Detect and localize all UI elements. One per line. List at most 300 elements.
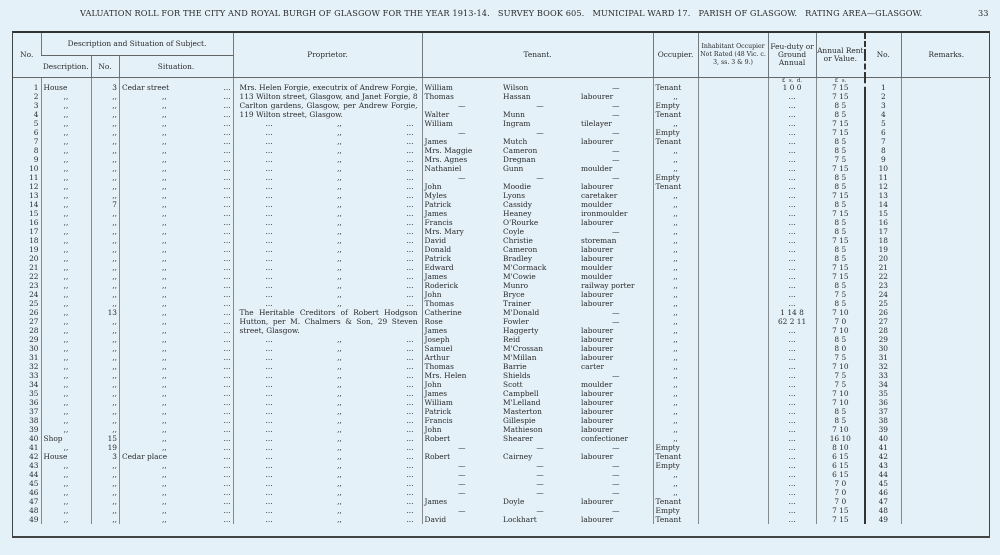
- situation-text: ,,: [162, 253, 167, 263]
- remarks: [901, 389, 991, 398]
- ditto-mark: ...: [265, 397, 273, 407]
- proprietor-ditto: [233, 299, 422, 308]
- tenant-surname: Masterton: [503, 406, 542, 416]
- proprietor-ditto: [233, 209, 422, 218]
- table-row: [13, 119, 991, 128]
- ditto-mark: ,,: [337, 406, 342, 416]
- feu-duty: ...: [768, 236, 816, 245]
- tenant-surname: Lockhart: [503, 514, 537, 524]
- tenant-occupation: labourer: [581, 91, 614, 101]
- leader-dots: ...: [223, 91, 231, 101]
- leader-dots: ...: [223, 397, 231, 407]
- leader-dots: ...: [223, 469, 231, 479]
- tenant-first-name: James: [422, 389, 501, 398]
- situation-text: ,,: [162, 163, 167, 173]
- tenant-first-name: Nathaniel: [422, 164, 501, 173]
- tenant-occupation: —: [612, 109, 620, 119]
- street-number: ,,: [91, 326, 119, 335]
- leader-dots: ...: [223, 172, 231, 182]
- annual-rent: 7 0: [816, 479, 865, 488]
- occupier: ,,: [653, 371, 698, 380]
- street-number: ,,: [91, 335, 119, 344]
- ditto-mark: ,,: [337, 289, 342, 299]
- proprietor-ditto: [233, 254, 422, 263]
- ditto-mark: ...: [265, 199, 273, 209]
- occupier: ,,: [653, 281, 698, 290]
- situation-text: ,,: [162, 469, 167, 479]
- ditto-mark: ,,: [337, 370, 342, 380]
- inhabitant-occupier: [698, 173, 768, 182]
- leader-dots: ...: [223, 136, 231, 146]
- tenant-first-name: Patrick: [422, 407, 501, 416]
- ditto-mark: ...: [265, 451, 273, 461]
- row-number-right: 27: [865, 317, 901, 326]
- inhabitant-occupier: [698, 137, 768, 146]
- street-number: ,,: [91, 290, 119, 299]
- ditto-mark: ...: [406, 298, 414, 308]
- table-row: [13, 227, 991, 236]
- remarks: [901, 209, 991, 218]
- ditto-mark: ...: [265, 505, 273, 515]
- situation: [119, 308, 233, 317]
- feu-duty: ...: [768, 335, 816, 344]
- tenant-first-name: James: [422, 326, 501, 335]
- annual-rent: 7 10: [816, 362, 865, 371]
- ditto-mark: ...: [406, 136, 414, 146]
- tenant-first-name: Myles: [422, 191, 501, 200]
- situation-text: ,,: [162, 442, 167, 452]
- inhabitant-occupier: [698, 218, 768, 227]
- row-number-right: 29: [865, 335, 901, 344]
- tenant-occupation: —: [612, 442, 620, 452]
- occupier: ,,: [653, 416, 698, 425]
- annual-rent: 8 5: [816, 227, 865, 236]
- table-row: [13, 299, 991, 308]
- tenant-first-name: Thomas: [422, 362, 501, 371]
- description: ,,: [41, 317, 91, 326]
- occupier: ,,: [653, 263, 698, 272]
- ditto-mark: ,,: [337, 190, 342, 200]
- annual-rent: 8 5: [816, 200, 865, 209]
- street-number: ,,: [91, 110, 119, 119]
- ditto-mark: ...: [265, 424, 273, 434]
- occupier: ,,: [653, 254, 698, 263]
- situation: [119, 326, 233, 335]
- occupier: ,,: [653, 488, 698, 497]
- occupier: ,,: [653, 389, 698, 398]
- situation-text: ,,: [162, 109, 167, 119]
- tenant-occupation: moulder: [581, 379, 613, 389]
- tenant-first-name: John: [422, 182, 501, 191]
- tenant-first-name: —: [422, 506, 501, 515]
- tenant-surname: —: [536, 460, 544, 470]
- occupier: ,,: [653, 479, 698, 488]
- ditto-mark: ...: [265, 487, 273, 497]
- ditto-mark: ...: [265, 253, 273, 263]
- ditto-mark: ...: [265, 226, 273, 236]
- leader-dots: ...: [223, 244, 231, 254]
- inhabitant-occupier: [698, 155, 768, 164]
- ditto-mark: ...: [406, 154, 414, 164]
- tenant-occupation: moulder: [581, 271, 613, 281]
- remarks: [901, 272, 991, 281]
- ditto-mark: ,,: [337, 226, 342, 236]
- ditto-mark: ,,: [337, 172, 342, 182]
- occupier: Empty: [653, 101, 698, 110]
- table-row: [13, 263, 991, 272]
- proprietor-ditto: [233, 218, 422, 227]
- ditto-mark: ...: [406, 478, 414, 488]
- tenant-surname: M'Crossan: [503, 343, 544, 353]
- situation: [119, 335, 233, 344]
- situation: [119, 299, 233, 308]
- remarks: [901, 236, 991, 245]
- situation-text: ,,: [162, 379, 167, 389]
- street-number: ,,: [91, 461, 119, 470]
- leader-dots: ...: [223, 253, 231, 263]
- ditto-mark: ,,: [337, 217, 342, 227]
- situation-text: ,,: [162, 460, 167, 470]
- table-row: [13, 92, 991, 101]
- tenant-occupation: labourer: [581, 334, 614, 344]
- valuation-table-frame: [12, 31, 990, 538]
- row-number: 1: [33, 82, 39, 92]
- leader-dots: ...: [223, 298, 231, 308]
- street-number: ,,: [91, 344, 119, 353]
- situation-text: ,,: [162, 118, 167, 128]
- situation-text: ,,: [162, 496, 167, 506]
- feu-duty: ...: [768, 389, 816, 398]
- situation-text: ,,: [162, 406, 167, 416]
- ditto-mark: ,,: [337, 334, 342, 344]
- annual-rent: 6 15: [816, 461, 865, 470]
- annual-rent: 8 5: [816, 137, 865, 146]
- remarks: [901, 497, 991, 506]
- ditto-mark: ...: [406, 289, 414, 299]
- description: ,,: [41, 389, 91, 398]
- ditto-mark: ,,: [337, 127, 342, 137]
- ditto-mark: ...: [406, 496, 414, 506]
- tenant-occupation: railway porter: [581, 280, 635, 290]
- inhabitant-occupier: [698, 209, 768, 218]
- tenant-first-name: John: [422, 425, 501, 434]
- inhabitant-occupier: [698, 128, 768, 137]
- description: House: [41, 452, 91, 461]
- row-number-right: 13: [865, 191, 901, 200]
- table-row: [13, 461, 991, 470]
- inhabitant-occupier: [698, 506, 768, 515]
- ditto-mark: ...: [265, 163, 273, 173]
- tenant-first-name: James: [422, 137, 501, 146]
- remarks: [901, 164, 991, 173]
- proprietor-ditto: [233, 227, 422, 236]
- inhabitant-occupier: [698, 443, 768, 452]
- tenant-surname: Cameron: [503, 145, 538, 155]
- table-row: [13, 164, 991, 173]
- table-row: [13, 407, 991, 416]
- row-number-right: 25: [865, 299, 901, 308]
- description: ,,: [41, 488, 91, 497]
- ditto-mark: ...: [265, 388, 273, 398]
- row-number-right: 1: [865, 77, 901, 92]
- table-row: [13, 416, 991, 425]
- annual-rent: 6 15: [816, 470, 865, 479]
- situation-text: ,,: [162, 352, 167, 362]
- ditto-mark: ...: [265, 235, 273, 245]
- description: ,,: [41, 173, 91, 182]
- leader-dots: ...: [223, 478, 231, 488]
- ditto-mark: ,,: [337, 271, 342, 281]
- inhabitant-occupier: [698, 344, 768, 353]
- ditto-mark: ...: [406, 343, 414, 353]
- proprietor-ditto: [233, 398, 422, 407]
- description: ,,: [41, 281, 91, 290]
- tenant-surname: Heaney: [503, 208, 532, 218]
- occupier: ,,: [653, 200, 698, 209]
- annual-rent: 7 15: [816, 209, 865, 218]
- street-number: ,,: [91, 425, 119, 434]
- inhabitant-occupier: [698, 362, 768, 371]
- occupier: ,,: [653, 164, 698, 173]
- description: ,,: [41, 164, 91, 173]
- ditto-mark: ...: [265, 478, 273, 488]
- tenant-occupation: caretaker: [581, 190, 618, 200]
- feu-duty: ...: [768, 227, 816, 236]
- tenant-occupation: labourer: [581, 181, 614, 191]
- situation-text: ,,: [162, 145, 167, 155]
- tenant-first-name: Mrs. Helen: [422, 371, 501, 380]
- table-row: [13, 182, 991, 191]
- street-number: ,,: [91, 389, 119, 398]
- inhabitant-occupier: [698, 326, 768, 335]
- inhabitant-occupier: [698, 317, 768, 326]
- occupier: ,,: [653, 290, 698, 299]
- tenant-first-name: Roderick: [422, 281, 501, 290]
- table-row: [13, 425, 991, 434]
- occupier: ,,: [653, 425, 698, 434]
- occupier: ,,: [653, 470, 698, 479]
- feu-duty: ...: [768, 272, 816, 281]
- description: ,,: [41, 101, 91, 110]
- inhabitant-occupier: [698, 398, 768, 407]
- situation-text: ,,: [162, 424, 167, 434]
- inhabitant-occupier: [698, 452, 768, 461]
- situation-text: ,,: [162, 280, 167, 290]
- row-number: 13: [29, 190, 39, 200]
- remarks: [901, 335, 991, 344]
- ditto-mark: ...: [265, 127, 273, 137]
- remarks: [901, 479, 991, 488]
- ditto-mark: ,,: [337, 343, 342, 353]
- situation-text: ,,: [162, 262, 167, 272]
- inhabitant-occupier: [698, 110, 768, 119]
- street-number: ,,: [91, 380, 119, 389]
- tenant-surname: Cameron: [503, 244, 538, 254]
- tenant-occupation: —: [612, 505, 620, 515]
- remarks: [901, 146, 991, 155]
- street-number: ,,: [91, 470, 119, 479]
- occupier: ,,: [653, 380, 698, 389]
- row-number: 19: [29, 244, 39, 254]
- inhabitant-occupier: [698, 308, 768, 317]
- ditto-mark: ...: [406, 397, 414, 407]
- table-row: [13, 380, 991, 389]
- feu-duty: 1 14 8: [768, 308, 816, 317]
- situation-text: ,,: [162, 343, 167, 353]
- row-number: 36: [29, 397, 39, 407]
- table-row: [13, 452, 991, 461]
- street-number: 3: [91, 452, 119, 461]
- tenant-first-name: Francis: [422, 416, 501, 425]
- occupier: Empty: [653, 506, 698, 515]
- leader-dots: ...: [223, 496, 231, 506]
- table-row: [13, 281, 991, 290]
- annual-rent: 8 5: [816, 173, 865, 182]
- table-row: [13, 443, 991, 452]
- annual-rent: 7 15: [816, 506, 865, 515]
- row-number-right: 6: [865, 128, 901, 137]
- tenant-surname: Bryce: [503, 289, 525, 299]
- ditto-mark: ...: [265, 460, 273, 470]
- remarks: [901, 443, 991, 452]
- situation-text: ,,: [162, 154, 167, 164]
- header-remarks: Remarks.: [901, 33, 991, 77]
- description: ,,: [41, 227, 91, 236]
- annual-rent: 7 10: [816, 425, 865, 434]
- leader-dots: ...: [223, 307, 231, 317]
- annual-rent: 8 5: [816, 416, 865, 425]
- row-number: 32: [29, 361, 39, 371]
- situation-text: ,,: [162, 208, 167, 218]
- description: ,,: [41, 254, 91, 263]
- tenant-surname: Shields: [503, 370, 531, 380]
- annual-rent: 7 5: [816, 155, 865, 164]
- leader-dots: ...: [223, 325, 231, 335]
- occupier: Tenant: [653, 515, 698, 524]
- tenant-surname: Gillespie: [503, 415, 536, 425]
- occupier: ,,: [653, 344, 698, 353]
- street-number: ,,: [91, 254, 119, 263]
- ditto-mark: ...: [406, 388, 414, 398]
- leader-dots: ...: [223, 145, 231, 155]
- row-number: 6: [33, 127, 39, 137]
- proprietor-ditto: [233, 191, 422, 200]
- ditto-mark: ...: [265, 406, 273, 416]
- remarks: [901, 488, 991, 497]
- ditto-mark: ...: [406, 379, 414, 389]
- tenant-surname: M'Cowie: [503, 271, 536, 281]
- tenant-occupation: —: [612, 145, 620, 155]
- ditto-mark: ,,: [337, 136, 342, 146]
- leader-dots: ...: [223, 460, 231, 470]
- ditto-mark: ...: [265, 415, 273, 425]
- street-number: ,,: [91, 398, 119, 407]
- tenant-surname: M'Donald: [503, 307, 540, 317]
- feu-duty: ...: [768, 146, 816, 155]
- row-number: 46: [29, 487, 39, 497]
- situation: [119, 515, 233, 524]
- situation: [119, 407, 233, 416]
- leader-dots: ...: [223, 388, 231, 398]
- street-number: ,,: [91, 407, 119, 416]
- situation-text: Cedar place: [122, 451, 168, 461]
- situation-text: ,,: [162, 289, 167, 299]
- ditto-mark: ...: [265, 244, 273, 254]
- tenant-surname: Bradley: [503, 253, 533, 263]
- leader-dots: ...: [223, 82, 231, 92]
- ditto-mark: ,,: [337, 145, 342, 155]
- annual-rent: 8 5: [816, 407, 865, 416]
- ditto-mark: ...: [406, 280, 414, 290]
- remarks: [901, 119, 991, 128]
- ditto-mark: ...: [406, 505, 414, 515]
- leader-dots: ...: [223, 190, 231, 200]
- description: ,,: [41, 443, 91, 452]
- leader-dots: ...: [223, 163, 231, 173]
- feu-duty: ...: [768, 515, 816, 524]
- situation-text: ,,: [162, 172, 167, 182]
- ditto-mark: ...: [406, 370, 414, 380]
- street-number: ,,: [91, 236, 119, 245]
- tenant-first-name: Francis: [422, 218, 501, 227]
- inhabitant-occupier: [698, 380, 768, 389]
- tenant-first-name: Samuel: [422, 344, 501, 353]
- situation: [119, 461, 233, 470]
- inhabitant-occupier: [698, 389, 768, 398]
- row-number: 28: [29, 325, 39, 335]
- row-number-right: 33: [865, 371, 901, 380]
- tenant-first-name: William: [422, 119, 501, 128]
- row-number: 35: [29, 388, 39, 398]
- header-annual-rent: Annual Rent or Value.: [816, 33, 865, 77]
- ditto-mark: ...: [265, 280, 273, 290]
- tenant-first-name: John: [422, 290, 501, 299]
- feu-duty: ...: [768, 506, 816, 515]
- annual-rent: 7 15: [816, 236, 865, 245]
- description: ,,: [41, 290, 91, 299]
- feu-duty: ...: [768, 182, 816, 191]
- ditto-mark: ,,: [337, 469, 342, 479]
- proprietor-ditto: [233, 200, 422, 209]
- table-row: [13, 191, 991, 200]
- row-number: 33: [29, 370, 39, 380]
- tenant-first-name: Edward: [422, 263, 501, 272]
- table-row: [13, 317, 991, 326]
- proprietor-ditto: [233, 137, 422, 146]
- header-inhabitant-occupier: Inhabitant Occupier Not Rated (48 Vic. c. 3, ss. 3 & 9.): [698, 33, 768, 77]
- street-number: ,,: [91, 245, 119, 254]
- header-occupier: Occupier.: [653, 33, 698, 77]
- row-number-right: 43: [865, 461, 901, 470]
- annual-rent: 8 5: [816, 218, 865, 227]
- proprietor-ditto: [233, 164, 422, 173]
- tenant-occupation: —: [612, 316, 620, 326]
- feu-duty: ...: [768, 344, 816, 353]
- row-number-right: 46: [865, 488, 901, 497]
- annual-rent: 7 15: [816, 119, 865, 128]
- ditto-mark: ,,: [337, 442, 342, 452]
- row-number-right: 39: [865, 425, 901, 434]
- proprietor-ditto: [233, 146, 422, 155]
- situation-text: ,,: [162, 100, 167, 110]
- street-number: ,,: [91, 218, 119, 227]
- ditto-mark: ...: [265, 190, 273, 200]
- tenant-surname: Cassidy: [503, 199, 532, 209]
- table-row: [13, 434, 991, 443]
- tenant-occupation: —: [612, 100, 620, 110]
- situation-text: ,,: [162, 361, 167, 371]
- feu-duty: ...: [768, 497, 816, 506]
